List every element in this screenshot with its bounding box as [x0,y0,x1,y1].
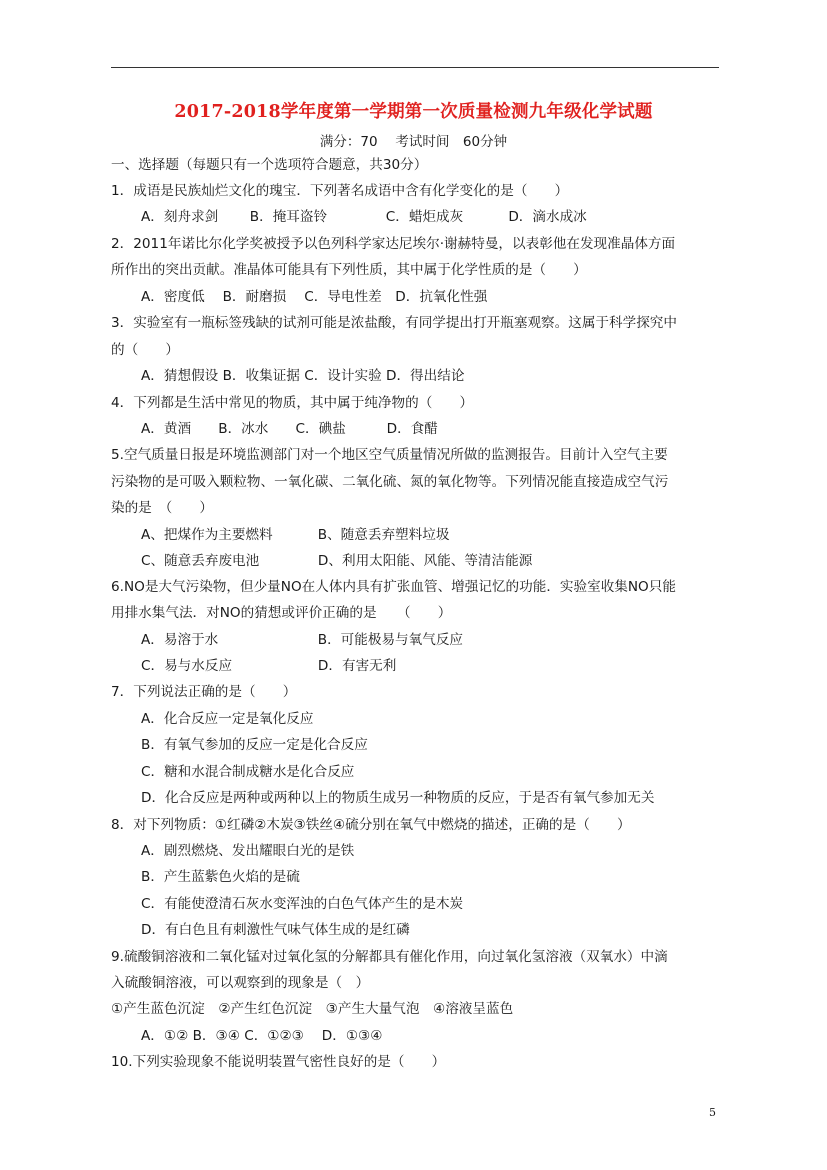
exam-subtitle: 满分：70 考试时间 60分钟 [319,134,508,150]
q1-options: A．刻舟求剑 B．掩耳盗铃 C．蜡炬成灰 D．滴水成冰 [141,209,587,225]
page-number: 5 [709,1106,716,1119]
q9-options: A．①② B．③④ C．①②③ D．①③④ [141,1028,383,1044]
q3-stem: 3．实验室有一瓶标签残缺的试剂可能是浓盐酸，有同学提出打开瓶塞观察。这属于科学探究中 [111,315,677,331]
q8-option-a: A．剧烈燃烧、发出耀眼白光的是铁 [141,843,355,859]
q9-stem: 9.硫酸铜溶液和二氧化锰对过氧化氢的分解都具有催化作用，向过氧化氢溶液（双氧水）中滴 [111,949,668,965]
q7-option-d: D．化合反应是两种或两种以上的物质生成另一种物质的反应，于是否有氧气参加无关 [141,790,655,806]
q7-option-a: A．化合反应一定是氧化反应 [141,711,314,727]
q5-stem-cont: 污染物的是可吸入颗粒物、一氧化碳、二氧化硫、氮的氧化物等。下列情况能直接造成空气污 [111,474,669,490]
q5-stem-cont: 染的是 （ ） [111,500,213,516]
q1-stem: 1．成语是民族灿烂文化的瑰宝．下列著名成语中含有化学变化的是（ ） [111,183,569,199]
q10-stem: 10.下列实验现象不能说明装置气密性良好的是（ ） [111,1054,446,1070]
q8-option-d: D．有白色且有刺激性气味气体生成的是红磷 [141,922,410,938]
q7-option-b: B．有氧气参加的反应一定是化合反应 [141,737,368,753]
q2-stem: 2．2011年诺比尔化学奖被授予以色列科学家达尼埃尔·谢赫特曼，以表彰他在发现准晶体方面 [111,236,676,252]
q9-phenomena: ①产生蓝色沉淀 ②产生红色沉淀 ③产生大量气泡 ④溶液呈蓝色 [111,1001,514,1017]
q6-stem: 6.NO是大气污染物，但少量NO在人体内具有扩张血管、增强记忆的功能．实验室收集NO只能 [111,579,676,595]
q8-stem: 8．对下列物质：①红磷②木炭③铁丝④硫分别在氧气中燃烧的描述，正确的是（ ） [111,817,631,833]
q7-option-c: C．糖和水混合制成糖水是化合反应 [141,764,355,780]
q9-stem-cont: 入硫酸铜溶液，可以观察到的现象是（ ） [111,975,370,991]
q6-options-ab: A．易溶于水 B．可能极易与氧气反应 [141,632,464,648]
q2-options: A．密度低 B．耐磨损 C．导电性差 D．抗氧化性强 [141,289,488,305]
q3-options: A．猜想假设 B．收集证据 C．设计实验 D．得出结论 [141,368,465,384]
q5-options-cd: C、随意丢弃废电池 D、利用太阳能、风能、等清洁能源 [141,553,533,569]
header-rule [111,67,719,68]
q8-option-c: C．有能使澄清石灰水变浑浊的白色气体产生的是木炭 [141,896,464,912]
exam-title: 2017-2018学年度第一学期第一次质量检测九年级化学试题 [174,102,653,122]
section-heading: 一、选择题（每题只有一个选项符合题意，共30分） [111,157,428,173]
q4-stem: 4．下列都是生活中常见的物质，其中属于纯净物的（ ） [111,395,474,411]
q6-stem-cont: 用排水集气法．对NO的猜想或评价正确的是 （ ） [111,605,452,621]
q2-stem-cont: 所作出的突出贡献。准晶体可能具有下列性质，其中属于化学性质的是（ ） [111,262,587,278]
q8-option-b: B．产生蓝紫色火焰的是硫 [141,869,300,885]
q6-options-cd: C．易与水反应 D．有害无利 [141,658,397,674]
q5-stem: 5.空气质量日报是环境监测部门对一个地区空气质量情况所做的监测报告。目前计入空气主要 [111,447,668,463]
q7-stem: 7．下列说法正确的是（ ） [111,684,297,700]
q3-stem-cont: 的（ ） [111,342,179,358]
q5-options-ab: A、把煤作为主要燃料 B、随意丢弃塑料垃圾 [141,527,450,543]
q4-options: A．黄酒 B．冰水 C．碘盐 D．食醋 [141,421,438,437]
